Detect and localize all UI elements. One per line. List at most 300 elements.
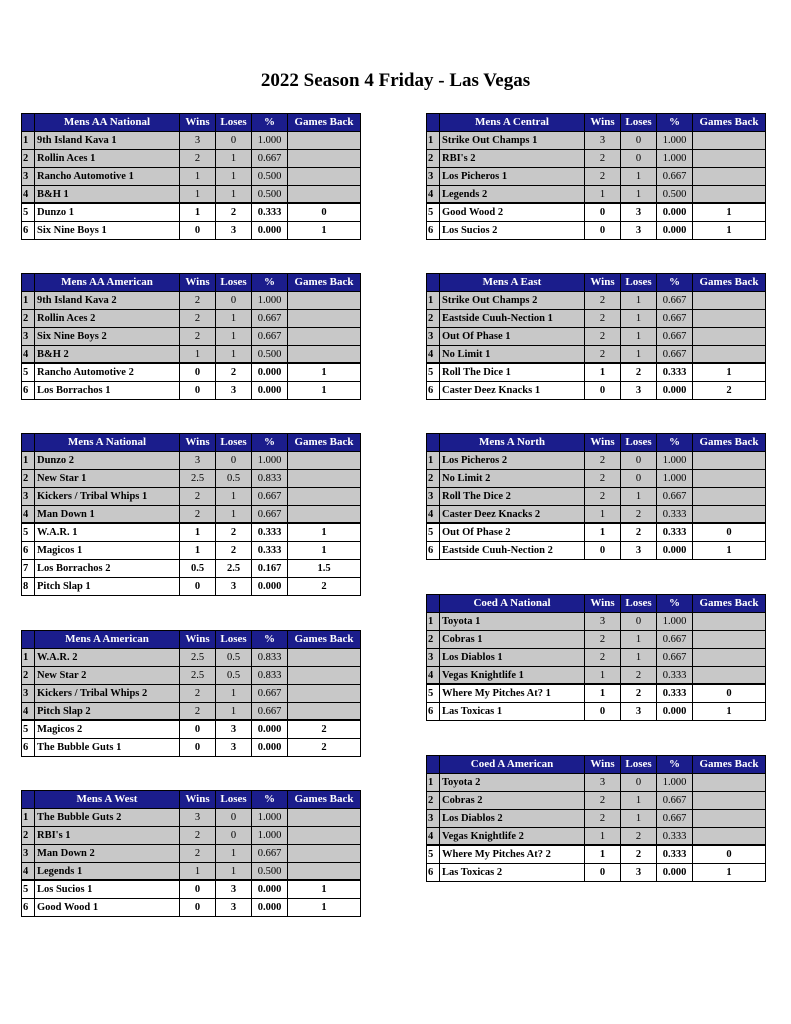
games-back-cell [693,773,766,791]
games-back-cell [693,809,766,827]
games-back-cell [693,469,766,487]
loses-cell: 1 [216,505,252,523]
team-name-cell: Strike Out Champs 2 [440,291,585,309]
table-header-row [427,595,766,613]
wins-cell: 1 [585,523,621,541]
wins-cell: 1 [585,845,621,863]
loses-cell: 0 [621,773,657,791]
team-name-cell: Los Diablos 1 [440,648,585,666]
wins-cell: 1 [585,363,621,381]
loses-column-header: Loses [216,274,252,292]
wins-cell: 2 [180,487,216,505]
loses-cell: 0 [621,149,657,167]
games-back-cell: 1 [693,542,766,560]
percentage-cell: 1.000 [657,451,693,469]
rank-cell: 5 [427,523,440,541]
table-row [427,222,766,240]
loses-cell: 2 [216,203,252,221]
games-back-cell: 1 [288,382,361,400]
games-back-cell: 0 [693,684,766,702]
percentage-cell: 1.000 [657,131,693,149]
wins-cell: 3 [585,131,621,149]
standings-table-coed-a-national [426,594,766,721]
loses-cell: 3 [216,739,252,757]
header-rank-cell [427,595,440,613]
percentage-cell: 0.000 [657,542,693,560]
table-header-row [22,434,361,452]
games-back-cell [693,487,766,505]
team-name-cell: Roll The Dice 1 [440,363,585,381]
rank-cell: 5 [427,203,440,221]
rank-cell: 1 [427,451,440,469]
rank-cell: 5 [427,845,440,863]
games-back-cell [693,612,766,630]
games-back-cell: 0 [693,845,766,863]
loses-cell: 1 [621,185,657,203]
table-row [427,505,766,523]
table-row [427,185,766,203]
games-back-cell: 1 [693,703,766,721]
team-name-cell: Roll The Dice 2 [440,487,585,505]
team-name-cell: Legends 1 [35,862,180,880]
percentage-cell: 0.833 [252,648,288,666]
table-header-row [427,756,766,774]
team-name-cell: Where My Pitches At? 1 [440,684,585,702]
rank-cell: 3 [22,167,35,185]
games-back-cell: 0 [288,203,361,221]
percentage-cell: 1.000 [252,451,288,469]
table-row [427,327,766,345]
table-row [427,703,766,721]
wins-cell: 0 [180,720,216,738]
rank-cell: 2 [22,666,35,684]
games-back-cell [693,791,766,809]
rank-cell: 4 [427,185,440,203]
wins-column-header: Wins [180,434,216,452]
loses-cell: 3 [621,703,657,721]
wins-cell: 2 [585,291,621,309]
team-name-cell: Where My Pitches At? 2 [440,845,585,863]
percentage-column-header: % [252,631,288,649]
team-name-cell: Cobras 2 [440,791,585,809]
percentage-cell: 0.500 [252,167,288,185]
loses-cell: 3 [216,382,252,400]
games-back-cell [693,630,766,648]
table-row [427,469,766,487]
rank-cell: 6 [22,739,35,757]
wins-cell: 0 [585,864,621,882]
percentage-cell: 0.333 [252,542,288,560]
wins-cell: 1 [180,203,216,221]
rank-cell: 3 [427,648,440,666]
table-row [22,203,361,221]
percentage-cell: 0.667 [657,327,693,345]
standings-table-coed-a-american [426,755,766,882]
table-header-row [22,274,361,292]
games-back-cell [693,185,766,203]
loses-cell: 1 [621,309,657,327]
percentage-column-header: % [657,114,693,132]
table-row [427,382,766,400]
games-back-cell [288,149,361,167]
division-name-header: Mens A National [35,434,180,452]
rank-cell: 2 [427,309,440,327]
wins-column-header: Wins [585,114,621,132]
wins-cell: 3 [180,451,216,469]
loses-cell: 1 [216,167,252,185]
rank-cell: 5 [22,203,35,221]
wins-column-header: Wins [585,756,621,774]
games-back-column-header: Games Back [693,274,766,292]
wins-column-header: Wins [180,631,216,649]
table-row [22,309,361,327]
games-back-cell [693,131,766,149]
loses-column-header: Loses [621,756,657,774]
table-row [427,791,766,809]
wins-cell: 2 [585,648,621,666]
wins-cell: 3 [585,773,621,791]
header-rank-cell [427,274,440,292]
wins-cell: 0 [180,222,216,240]
table-row [427,203,766,221]
rank-cell: 8 [22,578,35,596]
percentage-cell: 0.333 [657,363,693,381]
loses-cell: 2 [621,523,657,541]
standings-table-mens-aa-american [21,273,361,400]
table-row [22,131,361,149]
rank-cell: 1 [427,131,440,149]
table-row [22,880,361,898]
games-back-cell [693,291,766,309]
team-name-cell: RBI's 2 [440,149,585,167]
wins-column-header: Wins [585,434,621,452]
table-row [427,612,766,630]
wins-cell: 0 [585,703,621,721]
team-name-cell: W.A.R. 2 [35,648,180,666]
loses-cell: 3 [621,203,657,221]
team-name-cell: Kickers / Tribal Whips 1 [35,487,180,505]
wins-cell: 2 [180,149,216,167]
percentage-cell: 0.667 [252,702,288,720]
table-row [427,345,766,363]
rank-cell: 2 [427,630,440,648]
team-name-cell: Legends 2 [440,185,585,203]
wins-cell: 2 [585,345,621,363]
table-row [22,149,361,167]
loses-cell: 1 [216,327,252,345]
wins-cell: 1 [180,523,216,541]
games-back-cell: 1 [693,203,766,221]
table-row [22,666,361,684]
percentage-cell: 1.000 [657,149,693,167]
percentage-cell: 1.000 [657,469,693,487]
division-name-header: Mens AA National [35,114,180,132]
division-name-header: Mens A Central [440,114,585,132]
percentage-cell: 1.000 [252,291,288,309]
games-back-column-header: Games Back [288,434,361,452]
loses-cell: 0 [216,451,252,469]
team-name-cell: B&H 2 [35,345,180,363]
loses-cell: 1 [621,630,657,648]
wins-cell: 0 [585,222,621,240]
wins-cell: 2 [585,487,621,505]
header-rank-cell [22,274,35,292]
table-row [427,309,766,327]
team-name-cell: Rollin Aces 2 [35,309,180,327]
games-back-cell [288,702,361,720]
team-name-cell: W.A.R. 1 [35,523,180,541]
rank-cell: 1 [427,773,440,791]
loses-cell: 3 [621,542,657,560]
table-row [22,185,361,203]
percentage-cell: 0.667 [657,630,693,648]
games-back-cell [288,131,361,149]
rank-cell: 6 [22,222,35,240]
loses-cell: 3 [216,720,252,738]
loses-cell: 1 [216,844,252,862]
team-name-cell: Los Sucios 1 [35,880,180,898]
table-row [22,739,361,757]
table-row [427,845,766,863]
table-row [427,363,766,381]
team-name-cell: Magicos 2 [35,720,180,738]
percentage-cell: 1.000 [657,773,693,791]
loses-cell: 2 [621,363,657,381]
loses-cell: 0 [621,469,657,487]
rank-cell: 4 [427,505,440,523]
games-back-cell [288,291,361,309]
percentage-cell: 0.333 [657,505,693,523]
table-row [427,809,766,827]
rank-cell: 2 [22,469,35,487]
percentage-cell: 0.000 [657,222,693,240]
table-row [22,469,361,487]
games-back-cell [693,327,766,345]
games-back-cell [693,827,766,845]
percentage-cell: 0.667 [657,345,693,363]
loses-cell: 2 [621,666,657,684]
games-back-cell [288,826,361,844]
table-row [22,327,361,345]
percentage-cell: 0.333 [657,666,693,684]
games-back-cell: 0 [693,523,766,541]
header-rank-cell [427,434,440,452]
rank-cell: 1 [427,612,440,630]
wins-cell: 2 [180,702,216,720]
games-back-cell: 1 [288,222,361,240]
table-row [22,720,361,738]
games-back-cell [288,167,361,185]
standings-table-mens-aa-national [21,113,361,240]
rank-cell: 6 [427,542,440,560]
rank-cell: 1 [22,648,35,666]
team-name-cell: 9th Island Kava 1 [35,131,180,149]
percentage-column-header: % [657,434,693,452]
table-row [427,827,766,845]
rank-cell: 5 [427,684,440,702]
team-name-cell: Pitch Slap 1 [35,578,180,596]
team-name-cell: Dunzo 2 [35,451,180,469]
games-back-cell [288,844,361,862]
loses-cell: 0 [216,808,252,826]
wins-cell: 0 [585,542,621,560]
loses-cell: 1 [216,149,252,167]
loses-cell: 3 [621,382,657,400]
percentage-cell: 0.000 [252,739,288,757]
loses-cell: 3 [621,864,657,882]
loses-cell: 1 [216,487,252,505]
loses-cell: 3 [216,899,252,917]
percentage-cell: 0.833 [252,666,288,684]
team-name-cell: Strike Out Champs 1 [440,131,585,149]
team-name-cell: Rancho Automotive 2 [35,363,180,381]
table-row [22,222,361,240]
games-back-cell: 1 [288,880,361,898]
games-back-cell [288,185,361,203]
wins-cell: 2 [180,684,216,702]
table-row [427,487,766,505]
percentage-cell: 0.667 [252,327,288,345]
team-name-cell: B&H 1 [35,185,180,203]
games-back-cell: 2 [288,578,361,596]
team-name-cell: Toyota 1 [440,612,585,630]
table-row [22,451,361,469]
loses-cell: 3 [216,880,252,898]
rank-cell: 3 [427,167,440,185]
team-name-cell: Out Of Phase 1 [440,327,585,345]
percentage-column-header: % [252,114,288,132]
wins-cell: 2 [180,844,216,862]
table-row [22,808,361,826]
percentage-cell: 0.333 [657,827,693,845]
percentage-cell: 0.000 [252,578,288,596]
games-back-cell [288,862,361,880]
table-row [427,523,766,541]
table-row [22,363,361,381]
loses-cell: 1 [216,862,252,880]
games-back-cell [288,487,361,505]
games-back-cell [693,505,766,523]
rank-cell: 3 [22,327,35,345]
loses-column-header: Loses [621,595,657,613]
percentage-cell: 0.667 [657,309,693,327]
table-row [427,542,766,560]
loses-column-header: Loses [621,434,657,452]
wins-cell: 1 [180,167,216,185]
rank-cell: 6 [427,703,440,721]
standings-table-mens-a-american [21,630,361,757]
loses-cell: 0.5 [216,648,252,666]
wins-cell: 2 [585,451,621,469]
loses-column-header: Loses [621,274,657,292]
games-back-cell [288,684,361,702]
wins-cell: 2 [585,809,621,827]
rank-cell: 3 [427,809,440,827]
wins-cell: 1 [585,185,621,203]
table-row [22,345,361,363]
games-back-cell: 2 [288,739,361,757]
percentage-cell: 1.000 [657,612,693,630]
rank-cell: 5 [427,363,440,381]
standings-table-mens-a-central [426,113,766,240]
percentage-cell: 0.667 [252,505,288,523]
division-name-header: Coed A American [440,756,585,774]
loses-cell: 1 [621,791,657,809]
rank-cell: 7 [22,560,35,578]
games-back-cell [288,309,361,327]
wins-column-header: Wins [180,274,216,292]
percentage-cell: 0.000 [252,363,288,381]
games-back-column-header: Games Back [288,274,361,292]
wins-cell: 2 [585,791,621,809]
percentage-cell: 0.667 [252,684,288,702]
loses-cell: 2 [621,827,657,845]
header-rank-cell [22,631,35,649]
rank-cell: 3 [22,684,35,702]
wins-cell: 2.5 [180,666,216,684]
table-row [22,291,361,309]
percentage-cell: 0.667 [657,291,693,309]
wins-cell: 0 [585,382,621,400]
team-name-cell: Man Down 2 [35,844,180,862]
games-back-cell [288,666,361,684]
games-back-cell: 1.5 [288,560,361,578]
loses-cell: 2.5 [216,560,252,578]
wins-cell: 2 [585,167,621,185]
rank-cell: 5 [22,880,35,898]
loses-cell: 0.5 [216,666,252,684]
table-header-row [22,114,361,132]
team-name-cell: Caster Deez Knacks 1 [440,382,585,400]
wins-cell: 1 [180,862,216,880]
loses-cell: 0.5 [216,469,252,487]
table-row [427,451,766,469]
wins-cell: 0 [585,203,621,221]
games-back-column-header: Games Back [693,434,766,452]
games-back-cell [693,149,766,167]
rank-cell: 1 [22,808,35,826]
wins-cell: 0 [180,382,216,400]
team-name-cell: Rollin Aces 1 [35,149,180,167]
division-name-header: Coed A National [440,595,585,613]
team-name-cell: Las Toxicas 2 [440,864,585,882]
table-row [22,899,361,917]
percentage-column-header: % [657,756,693,774]
games-back-cell: 2 [288,720,361,738]
wins-cell: 2.5 [180,648,216,666]
percentage-cell: 0.333 [252,523,288,541]
loses-cell: 3 [621,222,657,240]
table-row [427,684,766,702]
wins-cell: 1 [180,345,216,363]
percentage-cell: 0.167 [252,560,288,578]
rank-cell: 2 [427,791,440,809]
percentage-cell: 0.667 [252,149,288,167]
loses-cell: 2 [216,523,252,541]
games-back-cell [288,469,361,487]
header-rank-cell [427,756,440,774]
rank-cell: 6 [22,542,35,560]
team-name-cell: Pitch Slap 2 [35,702,180,720]
percentage-cell: 0.000 [252,880,288,898]
team-name-cell: Man Down 1 [35,505,180,523]
table-row [427,864,766,882]
rank-cell: 4 [22,702,35,720]
team-name-cell: Six Nine Boys 1 [35,222,180,240]
games-back-cell [288,648,361,666]
percentage-cell: 0.000 [252,720,288,738]
team-name-cell: Eastside Cuuh-Nection 2 [440,542,585,560]
